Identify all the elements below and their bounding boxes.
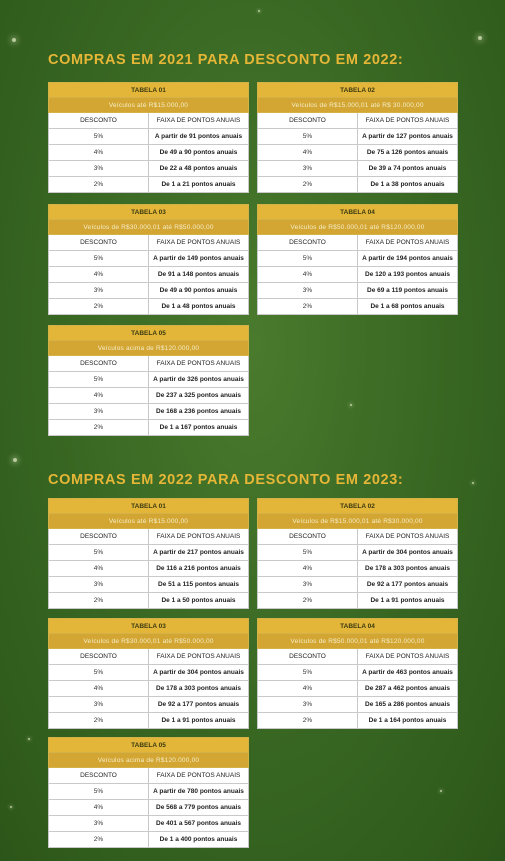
points-range-cell: De 237 a 325 pontos anuais [149,388,249,404]
points-range-cell: A partir de 304 pontos anuais [149,665,249,681]
table-title: TABELA 02 [258,499,458,514]
table-title: TABELA 01 [49,499,249,514]
column-header: DESCONTO [49,649,149,665]
points-table [48,82,249,193]
column-header: DESCONTO [258,529,358,545]
sparkle-decoration [10,806,12,808]
points-range-cell: De 1 a 48 pontos anuais [149,299,249,315]
table-row [49,161,249,177]
discount-cell: 5% [49,129,149,145]
points-table [48,618,249,729]
points-range-cell: De 1 a 167 pontos anuais [149,420,249,436]
table-row [49,145,249,161]
table-row [49,593,249,609]
table-row [258,681,458,697]
discount-cell: 5% [49,784,149,800]
column-header: FAIXA DE PONTOS ANUAIS [149,113,249,129]
table-row [258,713,458,729]
table-row [258,251,458,267]
discount-cell: 2% [49,420,149,436]
table-title: TABELA 01 [49,83,249,98]
points-range-cell: De 69 a 119 pontos anuais [358,283,458,299]
section-title: COMPRAS EM 2021 PARA DESCONTO EM 2022: [48,52,404,68]
sparkle-decoration [440,790,442,792]
discount-cell: 5% [49,665,149,681]
table-row [258,577,458,593]
points-range-cell: De 22 a 48 pontos anuais [149,161,249,177]
column-header: FAIXA DE PONTOS ANUAIS [149,529,249,545]
discount-cell: 3% [258,161,358,177]
section-title: COMPRAS EM 2022 PARA DESCONTO EM 2023: [48,472,404,488]
table-row [49,283,249,299]
table-row [258,545,458,561]
column-header: FAIXA DE PONTOS ANUAIS [149,356,249,372]
table-subtitle: Veículos acima de R$120.000,00 [49,341,249,356]
discount-cell: 3% [258,283,358,299]
column-header: FAIXA DE PONTOS ANUAIS [358,235,458,251]
table-row [258,561,458,577]
column-header: FAIXA DE PONTOS ANUAIS [358,529,458,545]
discount-cell: 4% [49,267,149,283]
table-subtitle: Veículos de R$30.000,01 até R$50.000,00 [49,220,249,235]
discount-cell: 2% [49,713,149,729]
table-row [49,388,249,404]
points-range-cell: De 49 a 90 pontos anuais [149,145,249,161]
discount-cell: 3% [258,577,358,593]
points-table [48,737,249,848]
discount-cell: 4% [258,681,358,697]
points-range-cell: De 1 a 164 pontos anuais [358,713,458,729]
table-row [49,129,249,145]
discount-cell: 5% [258,545,358,561]
sparkle-decoration [28,738,30,740]
discount-cell: 4% [258,561,358,577]
points-table [48,498,249,609]
table-subtitle: Veículos até R$15.000,00 [49,98,249,113]
table-subtitle: Veículos de R$30.000,01 até R$50.000,00 [49,634,249,649]
column-header: DESCONTO [49,235,149,251]
points-range-cell: De 1 a 38 pontos anuais [358,177,458,193]
sparkle-decoration [472,482,474,484]
points-range-cell: De 1 a 400 pontos anuais [149,832,249,848]
discount-cell: 2% [258,593,358,609]
sparkle-decoration [13,458,17,462]
discount-cell: 2% [258,299,358,315]
points-range-cell: De 401 a 567 pontos anuais [149,816,249,832]
table-row [49,177,249,193]
table-row [258,283,458,299]
points-range-cell: A partir de 780 pontos anuais [149,784,249,800]
points-range-cell: A partir de 194 pontos anuais [358,251,458,267]
points-range-cell: A partir de 326 pontos anuais [149,372,249,388]
table-row [258,665,458,681]
points-range-cell: De 1 a 91 pontos anuais [358,593,458,609]
column-header: DESCONTO [258,649,358,665]
table-row [49,784,249,800]
table-row [49,267,249,283]
discount-cell: 3% [49,404,149,420]
points-range-cell: De 1 a 21 pontos anuais [149,177,249,193]
discount-cell: 2% [258,177,358,193]
table-title: TABELA 02 [258,83,458,98]
table-row [49,372,249,388]
points-range-cell: De 1 a 50 pontos anuais [149,593,249,609]
sparkle-decoration [350,404,352,406]
discount-cell: 5% [258,251,358,267]
points-range-cell: De 75 a 126 pontos anuais [358,145,458,161]
table-row [258,593,458,609]
table-row [49,577,249,593]
points-range-cell: A partir de 217 pontos anuais [149,545,249,561]
discount-cell: 2% [258,713,358,729]
discount-cell: 5% [258,129,358,145]
points-range-cell: De 568 a 779 pontos anuais [149,800,249,816]
points-range-cell: De 178 a 303 pontos anuais [149,681,249,697]
table-title: TABELA 04 [258,619,458,634]
table-row [258,161,458,177]
points-range-cell: De 165 a 286 pontos anuais [358,697,458,713]
discount-cell: 4% [49,681,149,697]
table-row [49,251,249,267]
table-subtitle: Veículos até R$15.000,00 [49,514,249,529]
table-title: TABELA 03 [49,205,249,220]
table-row [258,145,458,161]
discount-cell: 3% [258,697,358,713]
table-row [49,681,249,697]
points-range-cell: De 116 a 216 pontos anuais [149,561,249,577]
column-header: DESCONTO [49,529,149,545]
table-row [49,816,249,832]
column-header: DESCONTO [49,356,149,372]
discount-cell: 4% [258,267,358,283]
discount-cell: 4% [49,388,149,404]
points-range-cell: De 168 a 236 pontos anuais [149,404,249,420]
table-row [49,665,249,681]
table-subtitle: Veículos acima de R$120.000,00 [49,753,249,768]
points-range-cell: A partir de 149 pontos anuais [149,251,249,267]
table-subtitle: Veículos de R$15.000,01 até R$30.000,00 [258,514,458,529]
sparkle-decoration [12,38,16,42]
discount-cell: 2% [49,177,149,193]
points-range-cell: De 178 a 303 pontos anuais [358,561,458,577]
table-row [49,800,249,816]
points-table [257,498,458,609]
table-subtitle: Veículos de R$50.000,01 até R$120.000,00 [258,220,458,235]
table-title: TABELA 05 [49,326,249,341]
discount-cell: 3% [49,577,149,593]
points-range-cell: De 1 a 91 pontos anuais [149,713,249,729]
column-header: DESCONTO [258,113,358,129]
discount-cell: 4% [258,145,358,161]
points-range-cell: De 92 a 177 pontos anuais [358,577,458,593]
sparkle-decoration [258,10,260,12]
table-row [49,697,249,713]
column-header: DESCONTO [49,113,149,129]
table-row [49,404,249,420]
discount-cell: 3% [49,161,149,177]
discount-cell: 4% [49,800,149,816]
table-subtitle: Veículos de R$50.000,01 até R$120.000,00 [258,634,458,649]
points-range-cell: De 91 a 148 pontos anuais [149,267,249,283]
column-header: FAIXA DE PONTOS ANUAIS [358,113,458,129]
column-header: DESCONTO [49,768,149,784]
points-table [257,82,458,193]
column-header: FAIXA DE PONTOS ANUAIS [149,235,249,251]
discount-cell: 2% [49,832,149,848]
points-range-cell: De 287 a 462 pontos anuais [358,681,458,697]
discount-cell: 5% [258,665,358,681]
points-range-cell: De 49 a 90 pontos anuais [149,283,249,299]
points-range-cell: A partir de 304 pontos anuais [358,545,458,561]
table-title: TABELA 04 [258,205,458,220]
table-row [49,545,249,561]
table-row [258,299,458,315]
table-subtitle: Veículos de R$15.000,01 até R$ 30.000,00 [258,98,458,113]
points-table [257,204,458,315]
table-title: TABELA 03 [49,619,249,634]
discount-cell: 3% [49,697,149,713]
points-range-cell: De 120 a 193 pontos anuais [358,267,458,283]
points-range-cell: A partir de 127 pontos anuais [358,129,458,145]
table-row [258,177,458,193]
points-range-cell: De 92 a 177 pontos anuais [149,697,249,713]
table-row [49,299,249,315]
points-range-cell: A partir de 91 pontos anuais [149,129,249,145]
discount-cell: 5% [49,372,149,388]
table-title: TABELA 05 [49,738,249,753]
points-range-cell: A partir de 463 pontos anuais [358,665,458,681]
discount-cell: 3% [49,283,149,299]
points-table [48,325,249,436]
table-row [49,713,249,729]
table-row [258,697,458,713]
table-row [49,832,249,848]
table-row [258,129,458,145]
points-table [257,618,458,729]
discount-cell: 5% [49,251,149,267]
discount-cell: 4% [49,561,149,577]
discount-cell: 2% [49,299,149,315]
table-row [49,561,249,577]
sparkle-decoration [478,36,482,40]
points-range-cell: De 1 a 68 pontos anuais [358,299,458,315]
discount-cell: 4% [49,145,149,161]
column-header: DESCONTO [258,235,358,251]
points-range-cell: De 51 a 115 pontos anuais [149,577,249,593]
column-header: FAIXA DE PONTOS ANUAIS [149,768,249,784]
points-range-cell: De 39 a 74 pontos anuais [358,161,458,177]
column-header: FAIXA DE PONTOS ANUAIS [149,649,249,665]
column-header: FAIXA DE PONTOS ANUAIS [358,649,458,665]
discount-cell: 3% [49,816,149,832]
discount-cell: 5% [49,545,149,561]
table-row [258,267,458,283]
discount-cell: 2% [49,593,149,609]
points-table [48,204,249,315]
table-row [49,420,249,436]
